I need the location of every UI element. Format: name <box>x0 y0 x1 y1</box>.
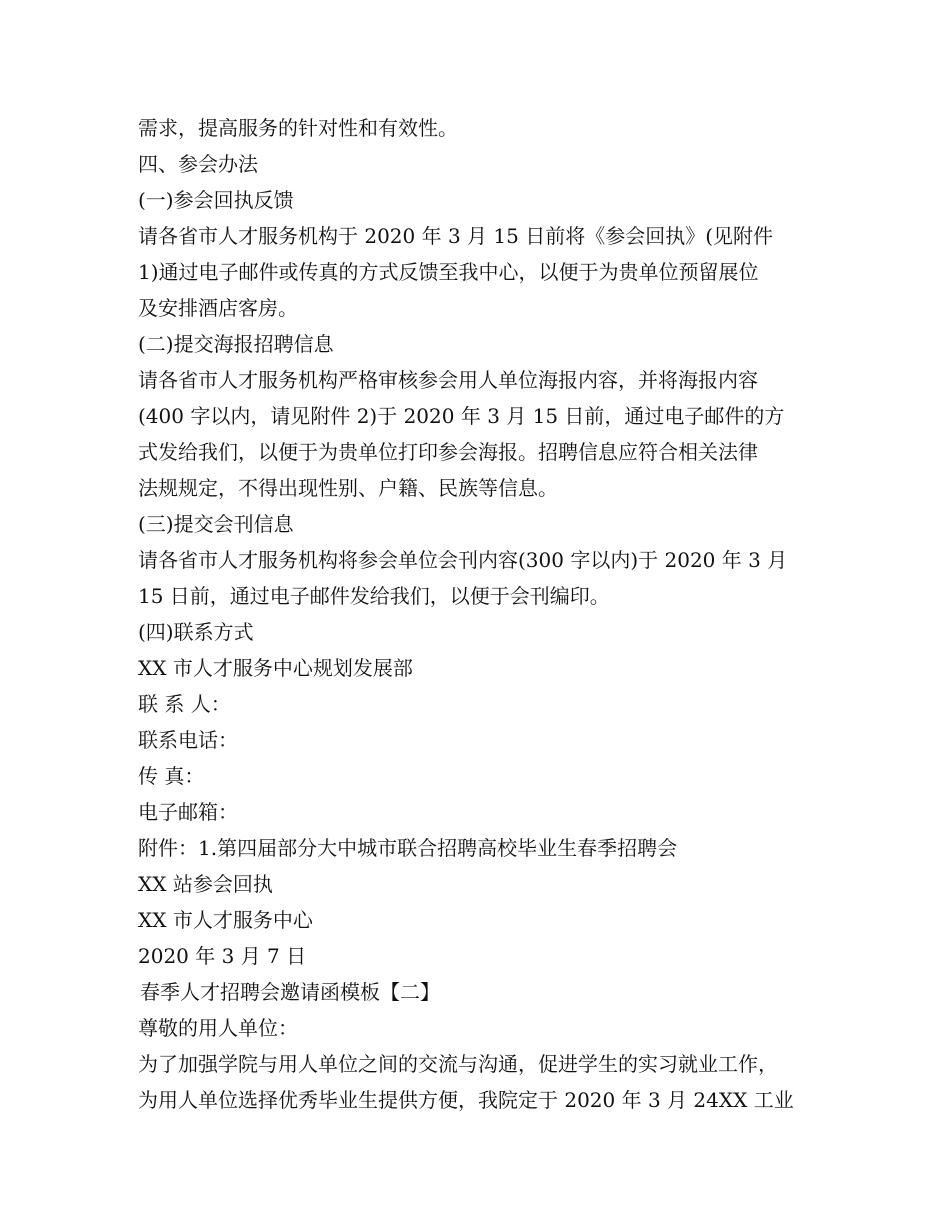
subheading-4: (四)联系方式 <box>138 620 254 644</box>
subheading-2: (二)提交海报招聘信息 <box>138 332 334 356</box>
contact-phone-label: 联系电话： <box>138 728 238 752</box>
contact-email-label: 电子邮箱： <box>138 800 238 824</box>
section-heading-4: 四、参会办法 <box>138 152 258 176</box>
salutation: 尊敬的用人单位： <box>138 1016 298 1040</box>
text-line-1: 需求，提高服务的针对性和有效性。 <box>138 116 458 140</box>
text-line-10: 式发给我们，以便于为贵单位打印参会海报。招聘信息应符合相关法律 <box>138 440 758 464</box>
contact-fax-label: 传 真： <box>138 764 205 788</box>
text-line-13: 请各省市人才服务机构将参会单位会刊内容(300 字以内)于 2020 年 3 月 <box>138 548 788 572</box>
text-line-5: 1)通过电子邮件或传真的方式反馈至我中心，以便于为贵单位预留展位 <box>138 260 759 284</box>
attachment-line-cont: XX 站参会回执 <box>138 872 273 896</box>
text-line-27: 为了加强学院与用人单位之间的交流与沟通，促进学生的实习就业工作， <box>138 1052 778 1076</box>
text-line-6: 及安排酒店客房。 <box>138 296 298 320</box>
attachment-line: 附件：1.第四届部分大中城市联合招聘高校毕业生春季招聘会 <box>138 836 678 860</box>
signature-date: 2020 年 3 月 7 日 <box>138 944 307 968</box>
text-line-11: 法规规定，不得出现性别、户籍、民族等信息。 <box>138 476 558 500</box>
subheading-3: (三)提交会刊信息 <box>138 512 294 536</box>
text-line-9: (400 字以内，请见附件 2)于 2020 年 3 月 15 日前，通过电子邮件的方 <box>138 404 785 428</box>
contact-department: XX 市人才服务中心规划发展部 <box>138 656 413 680</box>
document-body <box>138 110 818 1118</box>
signature-organization: XX 市人才服务中心 <box>138 908 313 932</box>
text-line-14: 15 日前，通过电子邮件发给我们，以便于会刊编印。 <box>138 584 610 608</box>
text-line-28: 为用人单位选择优秀毕业生提供方便，我院定于 2020 年 3 月 24XX 工业 <box>138 1088 794 1112</box>
text-line-8: 请各省市人才服务机构严格审核参会用人单位海报内容，并将海报内容 <box>138 368 758 392</box>
contact-person-label: 联 系 人： <box>138 692 231 716</box>
subheading-1: (一)参会回执反馈 <box>138 188 294 212</box>
text-line-4: 请各省市人才服务机构于 2020 年 3 月 15 日前将《参会回执》(见附件 <box>138 224 774 248</box>
template-title-2: 春季人才招聘会邀请函模板【二】 <box>140 980 440 1004</box>
